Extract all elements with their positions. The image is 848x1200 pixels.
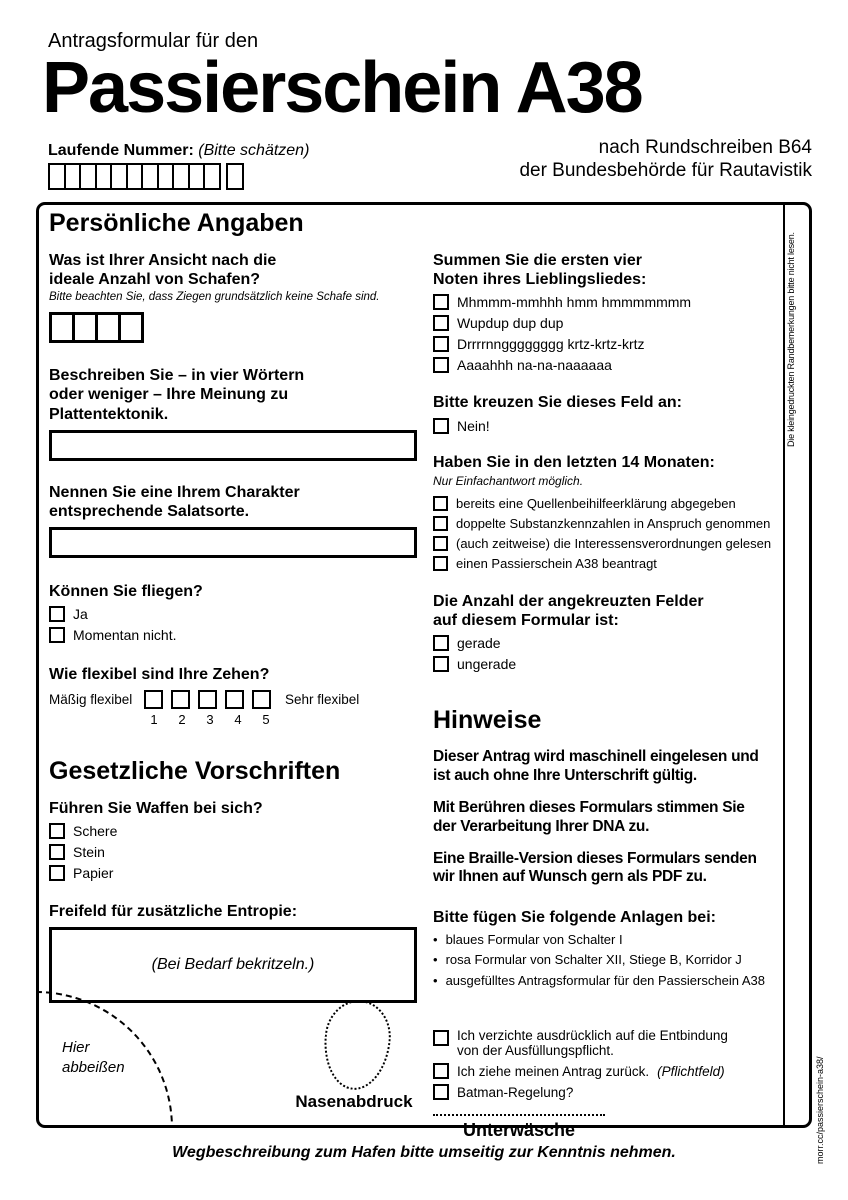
toes-scale-number: 5 — [262, 712, 270, 728]
checkbox[interactable] — [433, 336, 449, 352]
note-paragraph — [433, 748, 783, 786]
option-label: Ja — [73, 606, 88, 623]
question-line: Führen Sie Waffen bei sich? — [49, 800, 263, 818]
option-papier — [49, 865, 417, 881]
option-label: Nein! — [457, 417, 490, 434]
option-months-1 — [433, 496, 783, 511]
entropy-label — [49, 902, 417, 921]
toes-scale-number: 2 — [178, 712, 186, 728]
question-toes-title — [49, 665, 417, 684]
bullet-icon: • — [433, 952, 438, 968]
option-label: doppelte Substanzkennzahlen in Anspruch genommen — [456, 515, 771, 531]
bite-label — [62, 1038, 125, 1079]
underwear-line[interactable] — [433, 1114, 605, 1116]
nose-print-label: Nasenabdruck — [295, 1092, 413, 1111]
note-paragraph — [433, 799, 783, 837]
authority-line-2: der Bundesbehörde für Rautavistik — [519, 160, 812, 182]
checkbox[interactable] — [433, 556, 448, 571]
option-verzicht — [433, 1028, 783, 1058]
option-label: gerade — [457, 635, 501, 652]
toes-min-label: Mäßig flexibel — [49, 692, 133, 708]
note-line: wir Ihnen auf Wunsch gern als PDF zu. — [433, 868, 707, 886]
section-title-hints: Hinweise — [433, 706, 542, 735]
question-song-title — [433, 251, 783, 289]
toes-scale-box[interactable] — [225, 690, 244, 709]
checkbox[interactable] — [433, 536, 448, 551]
question-weapons-title — [49, 799, 417, 818]
sheep-cell[interactable] — [118, 312, 144, 343]
serial-number-row — [48, 142, 309, 160]
note-line: der Verarbeitung Ihrer DNA zu. — [433, 817, 650, 835]
serial-number-grid — [48, 163, 244, 190]
checkbox[interactable] — [49, 606, 65, 622]
option-label: Schere — [73, 823, 118, 840]
option-label: Mhmmm-mmhhh hmm hmmmmmmm — [457, 294, 692, 311]
option-gerade — [433, 635, 783, 651]
option-label-suffix: (Pflichtfeld) — [657, 1063, 725, 1079]
toes-scale-box[interactable] — [198, 690, 217, 709]
question-line: Bitte kreuzen Sie dieses Feld an: — [433, 394, 682, 412]
question-cross-title — [433, 393, 783, 412]
option-momentan-nicht — [49, 627, 417, 643]
form-pretitle: Antragsformular für den — [48, 30, 259, 52]
option-batman — [433, 1084, 783, 1100]
question-line: Was ist Ihrer Ansicht nach die — [49, 251, 277, 269]
checkbox[interactable] — [433, 357, 449, 373]
toes-scale-box[interactable] — [171, 690, 190, 709]
serial-number-hint: (Bitte schätzen) — [198, 142, 310, 159]
attachment-item — [433, 973, 783, 990]
toes-scale-row — [49, 690, 417, 709]
question-fly-title — [49, 582, 417, 601]
checkbox[interactable] — [49, 865, 65, 881]
checkbox[interactable] — [433, 294, 449, 310]
serial-cell[interactable] — [203, 163, 221, 190]
option-months-2 — [433, 516, 783, 531]
checkbox[interactable] — [49, 844, 65, 860]
option-song-1 — [433, 294, 783, 310]
salad-input[interactable] — [49, 527, 417, 558]
toes-scale-box[interactable] — [252, 690, 271, 709]
note-paragraph — [433, 850, 783, 888]
option-label: Wupdup dup dup — [457, 315, 564, 332]
option-nein — [433, 418, 783, 434]
option-label: ungerade — [457, 656, 517, 673]
option-label: Batman-Regelung? — [457, 1084, 574, 1100]
question-line: Können Sie fliegen? — [49, 583, 203, 601]
right-column — [433, 209, 783, 1141]
checkbox[interactable] — [433, 1063, 449, 1079]
option-stein — [49, 844, 417, 860]
question-line: Bitte fügen Sie folgende Anlagen bei: — [433, 909, 716, 927]
option-ja — [49, 606, 417, 622]
bullet-icon: • — [433, 973, 438, 989]
authority-block — [519, 136, 812, 182]
question-count-title — [433, 592, 783, 630]
option-label: Drrrrnngggggggg krtz-krtz-krtz — [457, 336, 645, 353]
attachment-item — [433, 952, 783, 969]
footer-note: Wegbeschreibung zum Hafen bitte umseitig zur Kenntnis nehmen. — [172, 1144, 676, 1161]
option-song-2 — [433, 315, 783, 331]
option-label: Papier — [73, 865, 114, 882]
form-body — [36, 202, 812, 1141]
note-line: Dieser Antrag wird maschinell eingelesen und — [433, 747, 759, 765]
entropy-placeholder: (Bei Bedarf bekritzeln.) — [151, 955, 315, 973]
toes-scale-number: 3 — [206, 712, 214, 728]
option-song-4 — [433, 357, 783, 373]
option-label — [457, 1028, 728, 1058]
option-schere — [49, 823, 417, 839]
option-zurueckziehen — [433, 1063, 783, 1079]
attachment-label: rosa Formular von Schalter XII, Stiege B, Korridor J — [445, 952, 742, 968]
option-label: Aaaahhh na-na-naaaaaa — [457, 357, 612, 374]
attachment-label: ausgefülltes Antragsformular für den Passierschein A38 — [445, 973, 765, 989]
option-label: Momentan nicht. — [73, 627, 177, 644]
question-line: ideale Anzahl von Schafen? — [49, 270, 261, 288]
checkbox[interactable] — [433, 1030, 449, 1046]
bite-label-line: abbeißen — [62, 1059, 125, 1077]
tectonics-input[interactable] — [49, 430, 417, 461]
toes-scale-number: 1 — [150, 712, 158, 728]
option-label: (auch zeitweise) die Interessensverordnungen gelesen — [456, 535, 772, 551]
section-title-legal: Gesetzliche Vorschriften — [49, 757, 341, 786]
authority-line-1: nach Rundschreiben B64 — [598, 137, 812, 158]
question-line: Die Anzahl der angekreuzten Felder — [433, 592, 704, 610]
months-hint: Nur Einfachantwort möglich. — [433, 473, 584, 488]
toes-scale-box[interactable] — [144, 690, 163, 709]
question-line: Wie flexibel sind Ihre Zehen? — [49, 666, 270, 684]
attachment-item — [433, 932, 783, 949]
checkbox[interactable] — [433, 656, 449, 672]
checkbox[interactable] — [49, 627, 65, 643]
checkbox[interactable] — [433, 516, 448, 531]
question-tectonics-title — [49, 366, 417, 424]
question-line: Haben Sie in den letzten 14 Monaten: — [433, 453, 715, 471]
footer-url: morr.cc/passierschein-a38/ — [815, 1056, 825, 1164]
question-months-title — [433, 453, 783, 472]
checkbox[interactable] — [433, 496, 448, 511]
question-line: Plattentektonik. — [49, 405, 169, 423]
option-label: bereits eine Quellenbeihilfeerklärung abgegeben — [456, 495, 736, 511]
bite-label-line: Hier — [62, 1039, 90, 1056]
checkbox[interactable] — [433, 418, 449, 434]
toes-scale-numbers — [144, 712, 417, 727]
question-salad-title — [49, 483, 417, 521]
left-column — [49, 209, 417, 1003]
attachments-title — [433, 908, 783, 927]
question-line: Freifeld für zusätzliche Entropie: — [49, 903, 298, 921]
note-line: ist auch ohne Ihre Unterschrift gültig. — [433, 766, 697, 784]
option-label-line: Ich verzichte ausdrücklich auf die Entbindung — [457, 1028, 728, 1044]
checkbox[interactable] — [49, 823, 65, 839]
margin-note: Die kleingedruckten Randbemerkungen bitte nicht lesen. — [786, 232, 796, 447]
sheep-count-grid — [49, 312, 417, 343]
serial-number-label: Laufende Nummer: — [48, 142, 194, 159]
checkbox[interactable] — [433, 635, 449, 651]
checkbox[interactable] — [433, 315, 449, 331]
note-line: Eine Braille-Version dieses Formulars senden — [433, 849, 757, 867]
note-line: Mit Berühren dieses Formulars stimmen Sie — [433, 798, 745, 816]
toes-max-label: Sehr flexibel — [285, 692, 360, 708]
question-line: oder weniger – Ihre Meinung zu — [49, 386, 289, 404]
question-line: Beschreiben Sie – in vier Wörtern — [49, 367, 305, 385]
question-line: Summen Sie die ersten vier — [433, 252, 642, 269]
option-months-3 — [433, 536, 783, 551]
question-line: Nennen Sie eine Ihrem Charakter — [49, 483, 300, 501]
section-title-personal: Persönliche Angaben — [49, 209, 304, 237]
option-song-3 — [433, 336, 783, 352]
option-label: einen Passierschein A38 beantragt — [456, 555, 657, 571]
serial-cell-separate[interactable] — [226, 163, 244, 190]
option-months-4 — [433, 556, 783, 571]
option-label-line: von der Ausfüllungspflicht. — [457, 1043, 614, 1059]
option-label: Ich ziehe meinen Antrag zurück. — [457, 1063, 650, 1079]
question-sheep-title — [49, 251, 417, 289]
underwear-label: Unterwäsche — [463, 1120, 576, 1141]
option-ungerade — [433, 656, 783, 672]
bullet-icon: • — [433, 931, 438, 947]
form-title: Passierschein A38 — [42, 48, 642, 128]
question-sheep-hint: Bitte beachten Sie, dass Ziegen grundsätzlich keine Schafe sind. — [49, 291, 380, 304]
option-label: Stein — [73, 844, 105, 861]
question-line: auf diesem Formular ist: — [433, 611, 619, 629]
attachment-label: blaues Formular von Schalter I — [445, 931, 623, 947]
margin-divider — [783, 205, 785, 1125]
question-line: entsprechende Salatsorte. — [49, 502, 250, 520]
toes-scale-number: 4 — [234, 712, 242, 728]
question-line: Noten ihres Lieblingsliedes: — [433, 271, 647, 289]
